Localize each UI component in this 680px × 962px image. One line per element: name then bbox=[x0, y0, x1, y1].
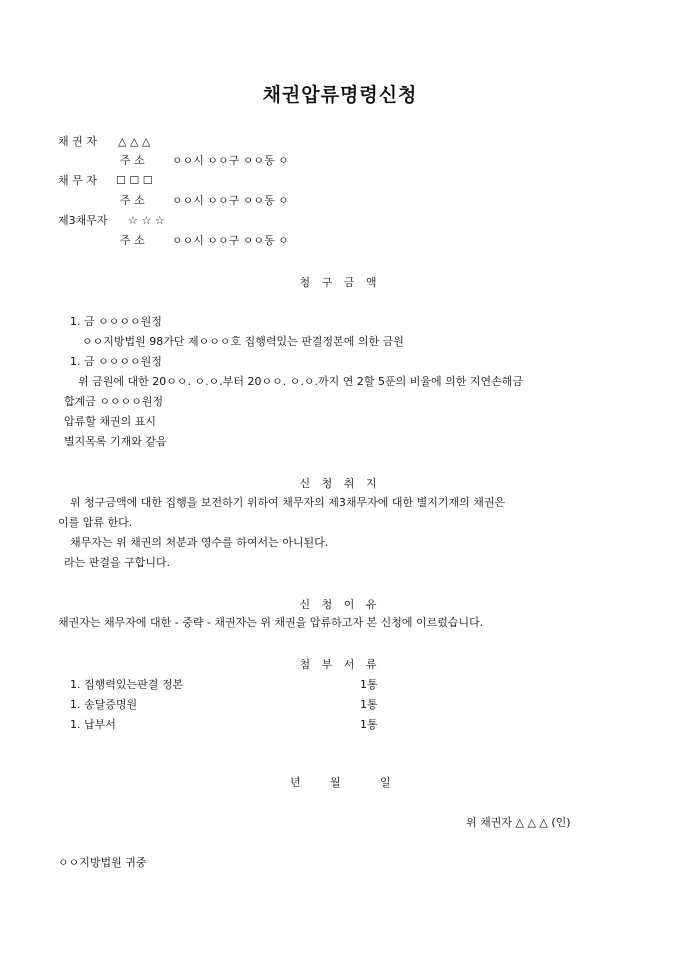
date-month: 월 bbox=[330, 776, 341, 789]
claim-line-5: 합계금 ㅇㅇㅇㅇ원정 bbox=[64, 395, 164, 408]
third-debtor-label: 제3채무자 bbox=[58, 214, 108, 227]
date-day: 일 bbox=[380, 776, 391, 789]
debtor-label: 채 무 자 bbox=[58, 174, 97, 187]
debtor-address: ㅇㅇ시 ㅇㅇ구 ㅇㅇ동 ㅇ bbox=[172, 194, 289, 207]
claim-line-3: 1. 금 ㅇㅇㅇㅇ원정 bbox=[70, 355, 162, 368]
purpose-line-3: 채무자는 위 채권의 처분과 영수를 하여서는 아니된다. bbox=[70, 536, 329, 549]
attachment-qty: 1통 bbox=[360, 698, 378, 711]
purpose-line-1: 위 청구금액에 대한 집행을 보전하기 위하여 채무자의 제3채무자에 대한 별지기재의 채권은 bbox=[70, 496, 506, 509]
attachments-heading: 첨 부 서 류 bbox=[299, 658, 381, 671]
debtor-address-label: 주 소 bbox=[120, 194, 145, 207]
claim-line-6: 압류할 채권의 표시 bbox=[64, 415, 157, 428]
attachment-name: 1. 집행력있는판결 정본 bbox=[70, 678, 184, 691]
reason-heading: 신 청 이 유 bbox=[299, 598, 381, 611]
claim-line-1: 1. 금 ㅇㅇㅇㅇ원정 bbox=[70, 315, 162, 328]
attachment-name: 1. 송달증명원 bbox=[70, 698, 138, 711]
attachment-qty: 1통 bbox=[360, 718, 378, 731]
claim-heading: 청 구 금 액 bbox=[299, 276, 381, 289]
third-debtor-address-label: 주 소 bbox=[120, 234, 145, 247]
purpose-heading: 신 청 취 지 bbox=[299, 477, 381, 490]
creditor-address: ㅇㅇ시 ㅇㅇ구 ㅇㅇ동 ㅇ bbox=[172, 154, 289, 167]
third-debtor-address: ㅇㅇ시 ㅇㅇ구 ㅇㅇ동 ㅇ bbox=[172, 234, 289, 247]
purpose-line-4: 라는 판결을 구합니다. bbox=[64, 556, 171, 569]
court-addressee: ㅇㅇ지방법원 귀중 bbox=[58, 856, 147, 869]
claim-line-2: ㅇㅇ지방법원 98가단 제ㅇㅇㅇ호 집행력있는 판결정본에 의한 금원 bbox=[82, 335, 404, 348]
creditor-label: 채 권 자 bbox=[58, 135, 97, 148]
signature-line: 위 채권자 △ △ △ (인) bbox=[466, 816, 571, 829]
attachment-name: 1. 납부서 bbox=[70, 718, 116, 731]
debtor-name: ☐ ☐ ☐ bbox=[116, 174, 153, 187]
purpose-line-2: 이를 압류 한다. bbox=[58, 516, 133, 529]
date-year: 년 bbox=[290, 776, 301, 789]
reason-text: 채권자는 채무자에 대한 - 중략 - 채권자는 위 채권을 압류하고자 본 신청에 이르렀습니다. bbox=[58, 616, 484, 629]
creditor-name: △ △ △ bbox=[118, 135, 151, 148]
document-title: 채권압류명령신청 bbox=[262, 84, 418, 106]
claim-line-4: 위 금원에 대한 20ㅇㅇ. ㅇ.ㅇ.부터 20ㅇㅇ. ㅇ.ㅇ.까지 연 2할 5푼의 비율에 의한 지연손해금 bbox=[78, 375, 523, 388]
claim-line-7: 별지목록 기재와 같음 bbox=[64, 435, 167, 448]
attachment-qty: 1통 bbox=[360, 678, 378, 691]
creditor-address-label: 주 소 bbox=[120, 154, 145, 167]
third-debtor-name: ☆ ☆ ☆ bbox=[128, 214, 165, 227]
